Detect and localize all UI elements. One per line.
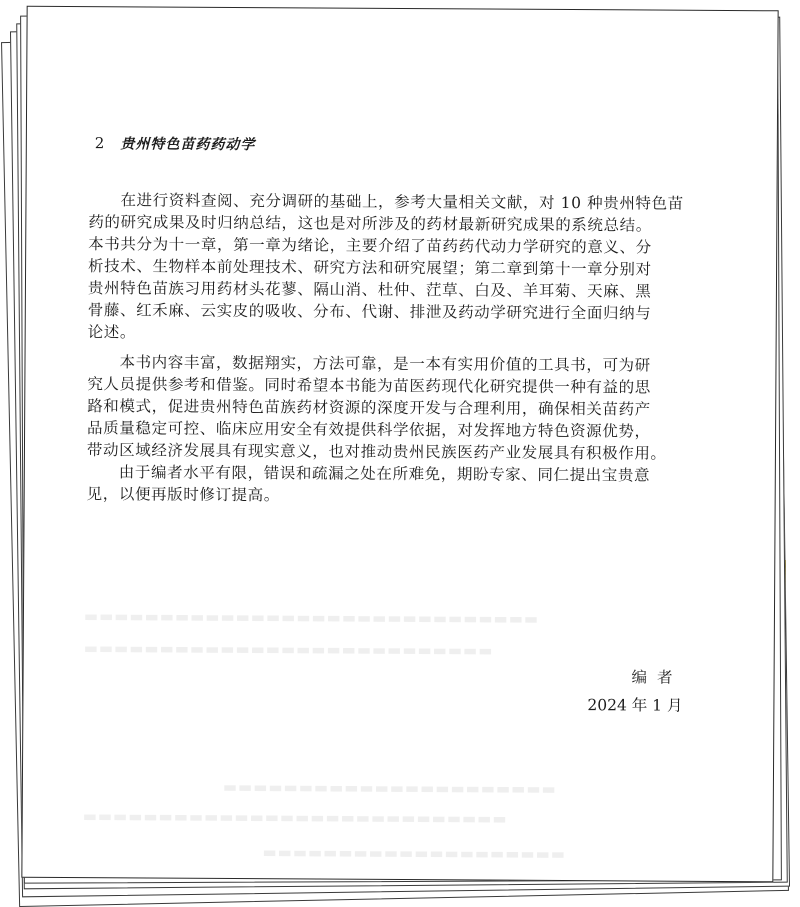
show-through-text: ▬▬▬▬▬▬▬▬▬▬▬▬▬▬▬▬▬▬▬▬▬▬▬▬▬▬▬▬▬▬ xyxy=(83,607,540,628)
running-header xyxy=(95,133,256,154)
text-line: 本书共分为十一章，第一章为绪论，主要介绍了苗药药代动力学研究的意义、分 xyxy=(88,235,652,257)
paragraph-3 xyxy=(87,461,715,509)
signature-date: 2024 年 1 月 xyxy=(587,696,683,715)
show-through-text: ▬▬▬▬▬▬▬▬▬▬▬▬▬▬▬▬▬▬▬▬▬▬ xyxy=(222,777,557,798)
text-line: 路和模式，促进贵州特色苗族药材资源的深度开发与合理利用，确保相关苗药产 xyxy=(87,397,651,419)
document-page xyxy=(21,6,778,883)
text-line: 由于编者水平有限，错误和疏漏之处在所难免，期盼专家、同仁提出宝贵意 xyxy=(118,463,651,485)
text-line: 品质量稳定可控、临床应用安全有效提供科学依据，对发挥地方特色资源优势， xyxy=(87,419,651,441)
preface-body xyxy=(87,189,717,509)
signature-block xyxy=(583,663,682,720)
text-line: 带动区域经济发展具有现实意义，也对推动贵州民族医药产业发展具有积极作用。 xyxy=(86,441,667,463)
text-line: 本书内容丰富，数据翔实，方法可靠，是一本有实用价值的工具书，可为研 xyxy=(119,353,651,375)
paragraph-1 xyxy=(88,189,717,347)
author-signature: 编者 xyxy=(631,668,683,687)
text-line: 药的研究成果及时归纳总结，这也是对所涉及的药材最新研究成果的系统总结。 xyxy=(88,213,652,235)
show-through-text: ▬▬▬▬▬▬▬▬▬▬▬▬▬▬▬▬▬▬▬▬▬▬▬▬▬▬▬ xyxy=(83,639,494,660)
text-line: 见，以便再版时修订提高。 xyxy=(86,485,280,505)
show-through-text: ▬▬▬▬▬▬▬▬▬▬▬▬▬▬▬▬▬▬▬▬ xyxy=(262,843,567,864)
text-line: 究人员提供参考和借鉴。同时希望本书能为苗医药现代化研究提供一种有益的思 xyxy=(87,375,651,397)
text-line: 在进行资料查阅、充分调研的基础上，参考大量相关文献，对 10 种贵州特色苗 xyxy=(120,191,684,213)
show-through-text: ▬▬▬▬▬▬▬▬▬▬▬▬▬▬▬▬▬▬▬▬▬▬▬▬▬▬▬▬ xyxy=(82,807,508,828)
text-line: 论述。 xyxy=(87,323,137,342)
page-number: 2 xyxy=(94,134,105,153)
paragraph-2 xyxy=(87,351,716,465)
text-line: 骨藤、红禾麻、云实皮的吸收、分布、代谢、排泄及药动学研究进行全面归纳与 xyxy=(87,301,652,323)
text-line: 贵州特色苗族习用药材头花蓼、隔山消、杜仲、茳草、白及、羊耳菊、天麻、黑 xyxy=(87,279,652,301)
book-title: 贵州特色苗药药动学 xyxy=(120,136,256,154)
text-line: 析技术、生物样本前处理技术、研究方法和研究展望；第二章到第十一章分别对 xyxy=(88,257,652,279)
